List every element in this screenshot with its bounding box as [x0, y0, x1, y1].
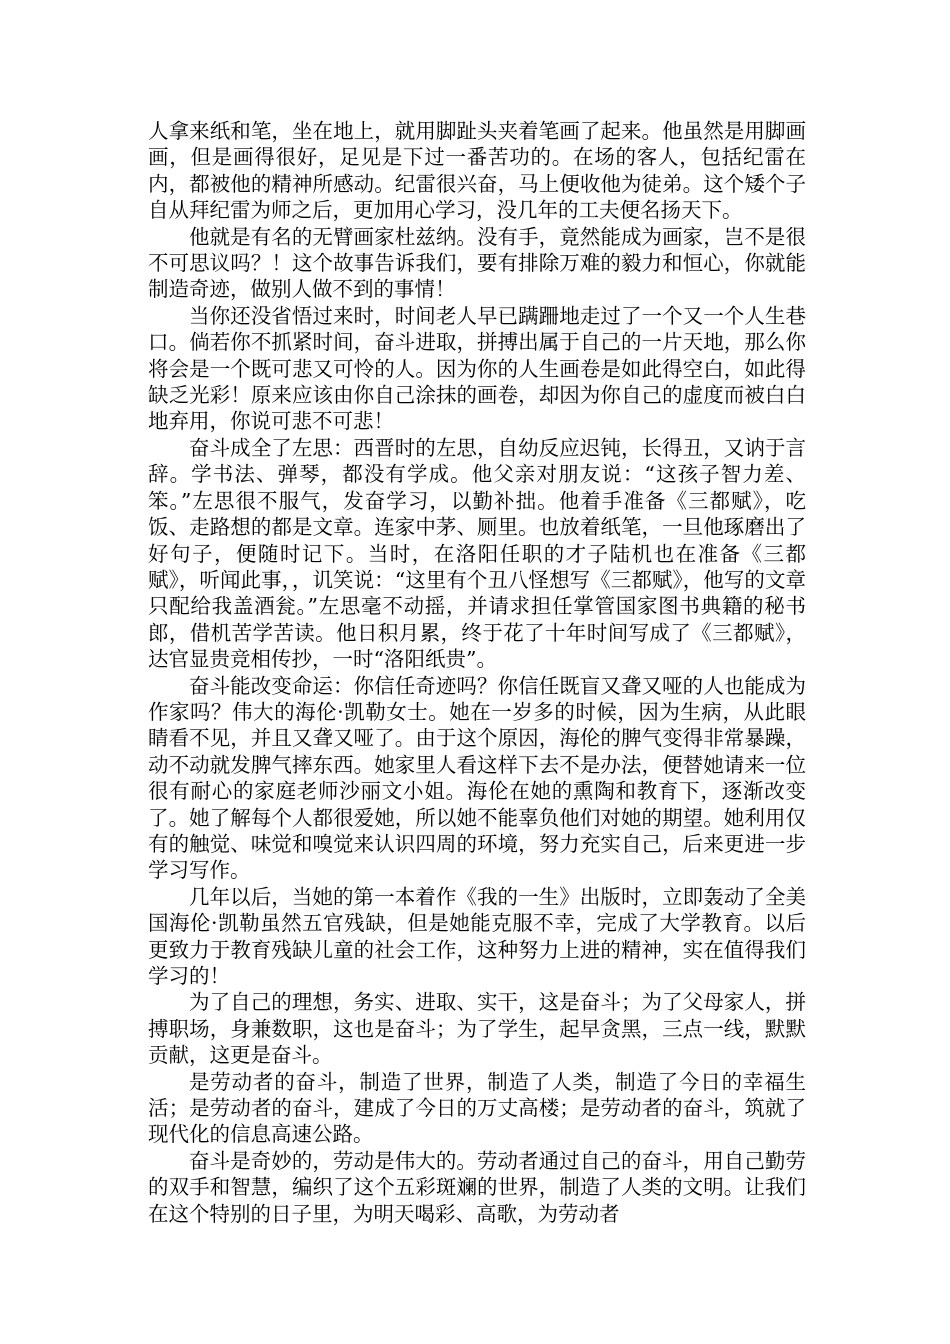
paragraph-7: 为了自己的理想，务实、进取、实干，这是奋斗；为了父母家人，拼搏职场，身兼数职，这也是奋斗；为了学生，起早贪黑，三点一线，默默贡献，这更是奋斗。	[148, 990, 806, 1068]
paragraph-1: 人拿来纸和笔，坐在地上，就用脚趾头夹着笔画了起来。他虽然是用脚画画，但是画得很好，足见是下过一番苦功的。在场的客人，包括纪雷在内，都被他的精神所感动。纪雷很兴奋，马上便收他为徒弟。这个矮个子自从拜纪雷为师之后，更加用心学习，没几年的工夫便名扬天下。	[148, 119, 806, 223]
paragraph-6: 几年以后，当她的第一本着作《我的一生》出版时，立即轰动了全美国海伦·凯勒虽然五官残缺，但是她能克服不幸，完成了大学教育。以后更致力于教育残缺儿童的社会工作，这种努力上进的精神，实在值得我们学习的！	[148, 884, 806, 988]
paragraph-8: 是劳动者的奋斗，制造了世界，制造了人类，制造了今日的幸福生活；是劳动者的奋斗，建成了今日的万丈高楼；是劳动者的奋斗，筑就了现代化的信息高速公路。	[148, 1069, 806, 1147]
paragraph-4: 奋斗成全了左思：西晋时的左思，自幼反应迟钝，长得丑，又讷于言辞。学书法、弹琴，都没有学成。他父亲对朋友说：“这孩子智力差、笨。”左思很不服气，发奋学习，以勤补拙。他着手准备《三都赋》，吃饭、走路想的都是文章。连家中茅、厕里。也放着纸笔，一旦他琢磨出了好句子，便随时记下。当时，在洛阳任职的才子陆机也在准备《三都赋》，听闻此事，，讥笑说：“这里有个丑八怪想写《三都赋》，他写的文章只配给我盖酒瓮。”左思毫不动摇，并请求担任掌管国家图书典籍的秘书郎，借机苦学苦读。他日积月累，终于花了十年时间写成了《三都赋》，达官显贵竞相传抄，一时“洛阳纸贵”。	[148, 435, 806, 672]
paragraph-3: 当你还没省悟过来时，时间老人早已蹒跚地走过了一个又一个人生巷口。倘若你不抓紧时间，奋斗进取，拼搏出属于自己的一片天地，那么你将会是一个既可悲又可怜的人。因为你的人生画卷是如此得空白，如此得缺乏光彩！原来应该由你自己涂抹的画卷，却因为你自己的虚度而被白白地弃用，你说可悲不可悲！	[148, 303, 806, 434]
document-body	[148, 118, 806, 1227]
paragraph-5: 奋斗能改变命运：你信任奇迹吗？你信任既盲又聋又哑的人也能成为作家吗？伟大的海伦·凯勒女士。她在一岁多的时候，因为生病，从此眼睛看不见，并且又聋又哑了。由于这个原因，海伦的脾气变得非常暴躁，动不动就发脾气摔东西。她家里人看这样下去不是办法，便替她请来一位很有耐心的家庭老师沙丽文小姐。海伦在她的熏陶和教育下，逐渐改变了。她了解每个人都很爱她，所以她不能辜负他们对她的期望。她利用仅有的触觉、味觉和嗅觉来认识四周的环境，努力充实自己，后来更进一步学习写作。	[148, 673, 806, 883]
paragraph-2: 他就是有名的无臂画家杜兹纳。没有手，竟然能成为画家，岂不是很不可思议吗？！这个故事告诉我们，要有排除万难的毅力和恒心，你就能制造奇迹，做别人做不到的事情！	[148, 224, 806, 302]
paragraph-9: 奋斗是奇妙的，劳动是伟大的。劳动者通过自己的奋斗，用自己勤劳的双手和智慧，编织了这个五彩斑斓的世界，制造了人类的文明。让我们在这个特别的日子里，为明天喝彩、高歌，为劳动者	[148, 1148, 806, 1226]
